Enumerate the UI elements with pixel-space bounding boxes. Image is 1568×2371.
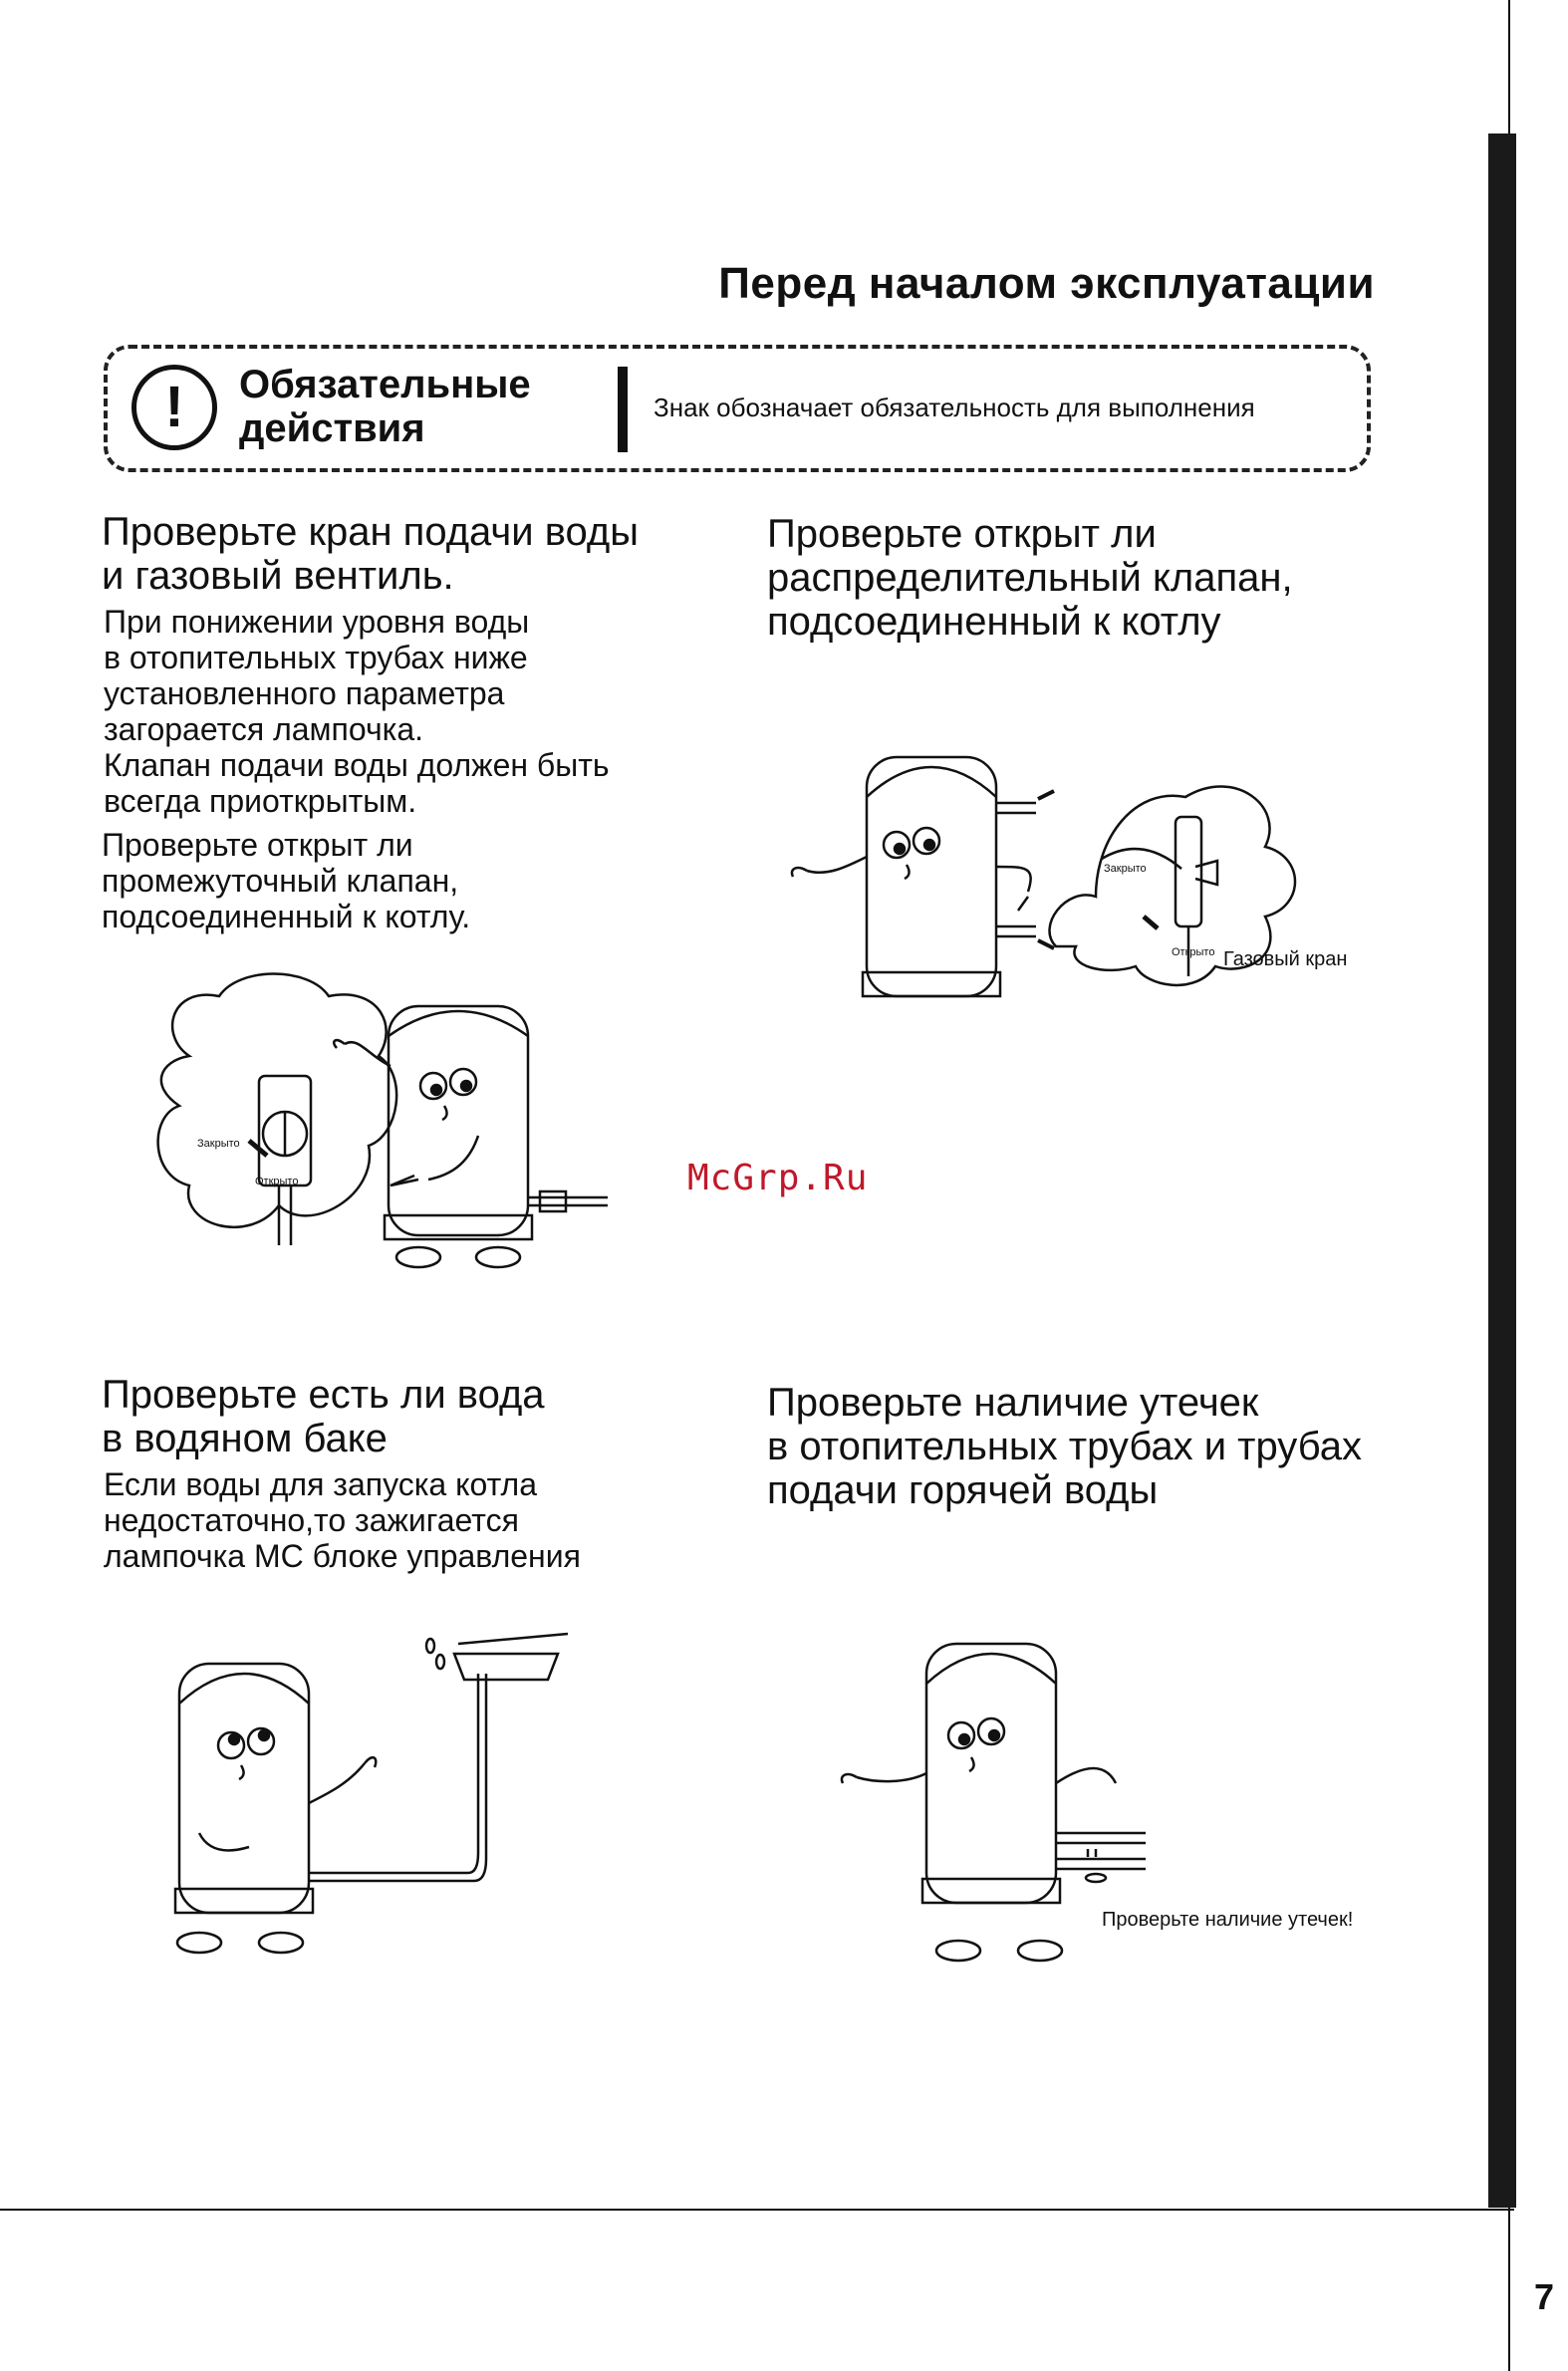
leaks-heading-line: в отопительных трубах и трубах	[767, 1425, 1362, 1468]
water-tank-body-line: лампочка МС блоке управления	[104, 1538, 581, 1574]
water-tank-body	[104, 1466, 581, 1574]
page-title: Перед началом эксплуатации	[718, 259, 1375, 308]
valve-body-line: Клапан подачи воды должен быть	[104, 747, 610, 783]
watermark: McGrp.Ru	[687, 1158, 869, 1198]
notice-title	[239, 363, 531, 450]
notice-text: Знак обозначает обязательность для выполнения	[653, 393, 1255, 422]
distribution-valve-illustration	[767, 747, 1348, 1056]
side-tab-bar	[1488, 133, 1516, 2208]
water-tank-body-line: Если воды для запуска котла	[104, 1466, 537, 1502]
leak-caption: Проверьте наличие утечек!	[1102, 1909, 1354, 1931]
valve-label-closed: Закрыто	[197, 1138, 240, 1150]
valve-body2	[102, 827, 470, 934]
distribution-heading-line: Проверьте открыт ли	[767, 512, 1157, 556]
leaks-heading	[767, 1381, 1362, 1512]
distribution-label-open: Открыто	[1172, 946, 1215, 958]
valve-body-line: загорается лампочка.	[104, 711, 424, 747]
leaks-heading-line: Проверьте наличие утечек	[767, 1381, 1259, 1425]
notice-title-line1: Обязательные	[239, 363, 531, 406]
valve-body	[104, 604, 610, 819]
distribution-heading	[767, 512, 1293, 644]
water-tank-illustration	[169, 1634, 588, 1973]
footer-rule	[0, 2209, 1514, 2211]
water-tank-heading	[102, 1373, 545, 1460]
water-tank-heading-line2: в водяном баке	[102, 1417, 388, 1460]
distribution-label-closed: Закрыто	[1104, 863, 1147, 875]
valve-body2-line: промежуточный клапан,	[102, 863, 459, 899]
valve-body2-line: подсоединенный к котлу.	[102, 899, 471, 934]
valve-body-line: всегда приоткрытым.	[104, 783, 417, 819]
notice-title-line2: действия	[239, 406, 425, 450]
valve-heading-line1: Проверьте кран подачи воды	[102, 510, 639, 554]
valve-body-line: При понижении уровня воды	[104, 604, 530, 640]
notice-divider	[618, 367, 628, 452]
water-tank-heading-line1: Проверьте есть ли вода	[102, 1373, 545, 1417]
gas-valve-caption: Газовый кран	[1223, 948, 1348, 970]
boiler-valve-illustration	[149, 966, 608, 1285]
exclamation-icon: !	[131, 365, 217, 450]
distribution-heading-line: распределительный клапан,	[767, 556, 1293, 600]
water-tank-body-line: недостаточно,то зажигается	[104, 1502, 519, 1538]
page-number: 7	[1534, 2276, 1555, 2317]
distribution-heading-line: подсоединенный к котлу	[767, 600, 1221, 644]
valve-body-line: в отопительных трубах ниже	[104, 640, 528, 675]
valve-body2-line: Проверьте открыт ли	[102, 827, 413, 863]
valve-body-line: установленного параметра	[104, 675, 505, 711]
valve-heading	[102, 510, 639, 598]
leaks-heading-line: подачи горячей воды	[767, 1468, 1159, 1512]
valve-heading-line2: и газовый вентиль.	[102, 554, 454, 598]
valve-label-open: Открыто	[255, 1176, 299, 1187]
